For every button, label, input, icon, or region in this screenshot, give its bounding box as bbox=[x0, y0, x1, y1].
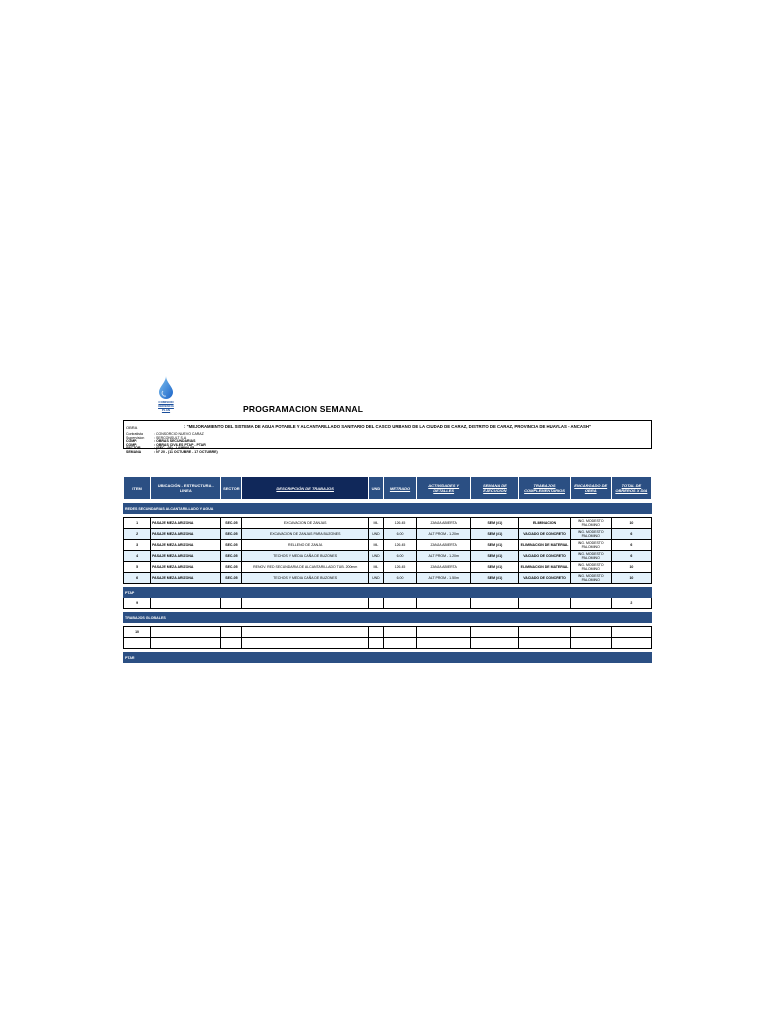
section-globales: TRABAJOS GLOBALES bbox=[124, 613, 652, 623]
col-header-trabajos: TRABAJOS COMPLEMENTARIOS bbox=[519, 477, 570, 500]
col-header-semana: SEMANA DE EJECUCION bbox=[471, 477, 519, 500]
section-ptar: PTAR bbox=[124, 653, 652, 663]
col-header-und: UND bbox=[368, 477, 383, 500]
logo-text-2: GERENCIA bbox=[158, 404, 174, 408]
table-row[interactable]: 3 PASAJE MEZA ARIZONA SEC-05 RELLENO DE ZANJA ML 126.45 ZANJA ABIERTA SEM (#1) ELIMINACION DE MATERIAL ING. MODESTO PALOMINO 6 bbox=[124, 540, 652, 551]
col-header-ubicacion: UBICACIÓN - ESTRUCTURA - LINEA bbox=[151, 477, 221, 500]
logo-text-1: COMISION bbox=[158, 400, 174, 404]
page-title: PROGRAMACION SEMANAL bbox=[243, 404, 364, 414]
table-row[interactable]: 10 bbox=[124, 627, 652, 638]
col-header-sector: SECTOR bbox=[221, 477, 242, 500]
table-header-row bbox=[124, 477, 652, 500]
project-info-box bbox=[123, 420, 652, 454]
info-row-supervision: Supervision : SERCONSULT S.A bbox=[126, 435, 187, 440]
col-header-descripcion: DESCRIPCIÓN DE TRABAJOS bbox=[242, 477, 368, 500]
info-row-sector: SECTOR : (SEC - 03) - LAMINA 05 bbox=[126, 446, 195, 450]
col-header-encargado: ENCARGADO DE OBRA bbox=[570, 477, 611, 500]
info-row-comp-2: COMP. : OBRAS CIVILES PTAP - PTAR bbox=[126, 442, 206, 447]
section-redes: REDES SECUNDARIAS ALCANTARILLADO Y AGUA bbox=[124, 504, 652, 514]
table-row[interactable] bbox=[124, 638, 652, 649]
col-header-actividades: ACTIVIDADES Y DETALLES bbox=[417, 477, 471, 500]
col-header-total: TOTAL DE OBREROS X DIA bbox=[611, 477, 651, 500]
company-logo bbox=[150, 376, 182, 412]
col-header-metrado: METRADO bbox=[383, 477, 416, 500]
table-row[interactable]: 4 PASAJE MEZA ARIZONA SEC-05 TECHOS Y MEDIA CAÑA DE BUZONES UND 6.00 ALT PROM - 1.20m SEM (#1) VACIADO DE CONCRETO ING. MODESTO PALOMINO 6 bbox=[124, 551, 652, 562]
col-header-item: ITEM bbox=[124, 477, 151, 500]
info-row-semana: SEMANA : N° 20 - (11 OCTUBRE - 17 OCTUBRE) bbox=[126, 449, 218, 454]
section-ptap: PTAP bbox=[124, 588, 652, 598]
schedule-table bbox=[123, 476, 652, 663]
obra-label: OBRA bbox=[126, 425, 138, 430]
table-row[interactable]: 9 2 bbox=[124, 598, 652, 609]
info-row-comp-1: COMP. : OBRAS SECUNDARIAS bbox=[126, 439, 196, 443]
water-drop-icon bbox=[158, 376, 174, 400]
table-row[interactable]: 6 PASAJE MEZA ARIZONA SEC-05 TECHOS Y MEDIA CAÑA DE BUZONES UND 6.00 ALT PROM - 1.50m SEM (#1) VACIADO DE CONCRETO ING. MODESTO PALOMINO 10 bbox=[124, 573, 652, 584]
info-row-contratista: Contratista : CONSORCIO NUEVO CARAZ bbox=[126, 432, 204, 436]
table-row[interactable]: 2 PASAJE MEZA ARIZONA SEC-05 EXCAVACION DE ZANJAS PARA BUZONES UND 6.00 ALT PROM - 1.20m SEM (#1) VACIADO DE CONCRETO ING. MODESTO PALOMINO 6 bbox=[124, 529, 652, 540]
obra-text: : "MEJORAMIENTO DEL SISTEMA DE AGUA POTABLE Y ALCANTARILLADO SANITARIO DEL CASCO URBANO DE LA CIUDAD DE CARAZ, DISTRITO DE CARAZ, PROVINCIA DE HUAYLAS - ANCASH" bbox=[184, 424, 591, 429]
table-row[interactable]: 5 PASAJE MEZA ARIZONA SEC-05 RENOV. RED SECUNDARIA DE ALCANTARILLADO TUB. 200mm ML 126.45 ZANJA ABIERTA SEM (#1) ELIMINACION DE MATERIAL ING. MODESTO PALOMINO 10 bbox=[124, 562, 652, 573]
logo-text-3: PLAN bbox=[161, 408, 171, 412]
table-row[interactable]: 1 PASAJE MEZA ARIZONA SEC-05 EXCAVACION DE ZANJAS ML 126.45 ZANJA ABIERTA SEM (#1) ELIMINACION ING. MODESTO PALOMINO 10 bbox=[124, 518, 652, 529]
